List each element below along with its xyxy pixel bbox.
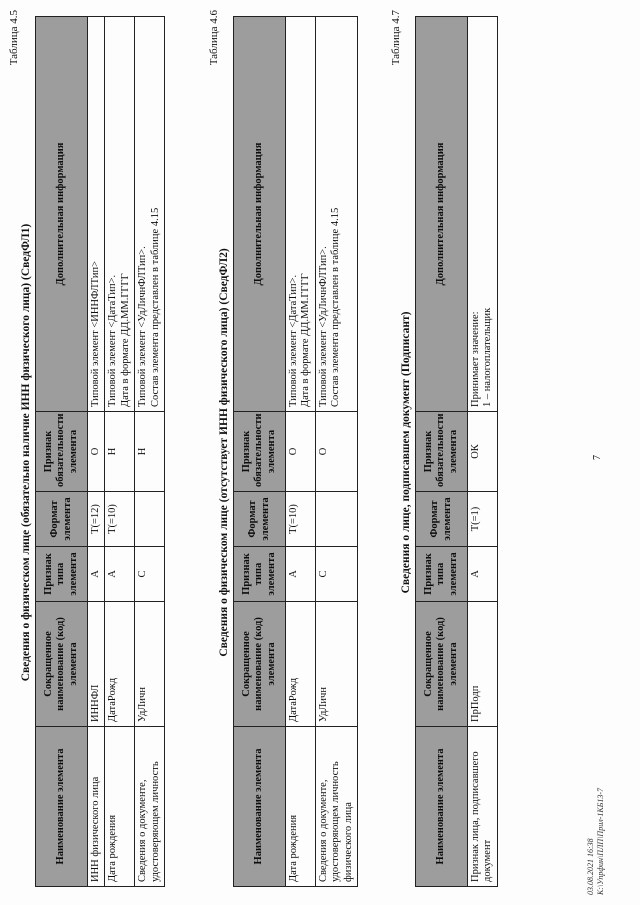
table-body bbox=[88, 17, 165, 887]
table-row bbox=[286, 17, 316, 887]
table-row bbox=[315, 17, 357, 887]
table-cell bbox=[315, 492, 357, 547]
header-format: Формат элемента bbox=[234, 492, 286, 547]
table-cell: T(=1) bbox=[468, 492, 498, 547]
header-info: Дополнительная информация bbox=[416, 17, 468, 412]
table-cell: Сведения о документе, удостоверяющем личность физического лица bbox=[315, 727, 357, 887]
table-cell: ОК bbox=[468, 412, 498, 492]
table-cell: Принимает значение: 1 – налогоплательщик bbox=[468, 17, 498, 412]
table-row bbox=[88, 17, 105, 887]
header-name: Наименование элемента bbox=[234, 727, 286, 887]
table-cell: ДатаРожд bbox=[286, 602, 316, 727]
table-title-4-7: Сведения о лице, подписавшем документ (Подписант) bbox=[400, 311, 412, 594]
header-type: Признак типа элемента bbox=[234, 547, 286, 602]
table-header bbox=[234, 17, 286, 887]
table-cell: О bbox=[315, 412, 357, 492]
table-cell: Дата рождения bbox=[105, 727, 135, 887]
table-number-4-6: Таблица 4.6 bbox=[208, 10, 220, 66]
table-cell: А bbox=[88, 547, 105, 602]
header-name: Наименование элемента bbox=[416, 727, 468, 887]
header-type: Признак типа элемента bbox=[416, 547, 468, 602]
header-code: Сокращенное наименование (код) элемента bbox=[36, 602, 88, 727]
header-format: Формат элемента bbox=[36, 492, 88, 547]
table-cell: Типовой элемент <ДатаТип>. Дата в формате ДД.ММ.ГГГГ bbox=[286, 17, 316, 412]
footer-path: К:\Упрфин\ПЛП\Прил-1КБ13-7 bbox=[595, 787, 605, 895]
table-cell: О bbox=[286, 412, 316, 492]
table-number-4-7: Таблица 4.7 bbox=[390, 10, 402, 66]
footer-timestamp: 03.08.2021 16:38 bbox=[586, 838, 595, 895]
header-required: Признак обязательности элемента bbox=[416, 412, 468, 492]
table-4-6 bbox=[233, 16, 358, 887]
table-cell: Сведения о документе, удостоверяющем личность bbox=[135, 727, 165, 887]
table-cell: ИНН физического лица bbox=[88, 727, 105, 887]
table-cell bbox=[135, 492, 165, 547]
table-4-7 bbox=[415, 16, 498, 887]
table-cell: ПрПодп bbox=[468, 602, 498, 727]
header-info: Дополнительная информация bbox=[234, 17, 286, 412]
header-required: Признак обязательности элемента bbox=[36, 412, 88, 492]
table-body bbox=[468, 17, 498, 887]
table-cell: О bbox=[88, 412, 105, 492]
table-body bbox=[286, 17, 358, 887]
table-cell: УдЛичн bbox=[315, 602, 357, 727]
table-cell: T(=10) bbox=[105, 492, 135, 547]
table-number-4-5: Таблица 4.5 bbox=[8, 10, 20, 66]
table-cell: Н bbox=[135, 412, 165, 492]
header-required: Признак обязательности элемента bbox=[234, 412, 286, 492]
header-code: Сокращенное наименование (код) элемента bbox=[234, 602, 286, 727]
table-cell: T(=10) bbox=[286, 492, 316, 547]
table-cell: Типовой элемент <УдЛичнФЛТип>. Состав элемента представлен в таблице 4.15 bbox=[135, 17, 165, 412]
table-cell: С bbox=[135, 547, 165, 602]
table-title-4-5: Сведения о физическом лице (обязательно наличие ИНН физического лица) (СведФЛ1) bbox=[20, 223, 32, 682]
table-cell: Типовой элемент <ДатаТип>. Дата в формате ДД.ММ.ГГГГ bbox=[105, 17, 135, 412]
table-cell: Типовой элемент <ИННФЛТип> bbox=[88, 17, 105, 412]
header-info: Дополнительная информация bbox=[36, 17, 88, 412]
table-cell: ДатаРожд bbox=[105, 602, 135, 727]
table-cell: T(=12) bbox=[88, 492, 105, 547]
table-cell: А bbox=[105, 547, 135, 602]
table-cell: УдЛичн bbox=[135, 602, 165, 727]
table-4-5 bbox=[35, 16, 165, 887]
header-code: Сокращенное наименование (код) элемента bbox=[416, 602, 468, 727]
header-type: Признак типа элемента bbox=[36, 547, 88, 602]
table-header bbox=[36, 17, 88, 887]
table-cell: ИННФЛ bbox=[88, 602, 105, 727]
table-title-4-6: Сведения о физическом лице (отсутствует ИНН физического лица) (СведФЛ2) bbox=[218, 248, 230, 657]
table-header bbox=[416, 17, 468, 887]
table-row bbox=[135, 17, 165, 887]
header-format: Формат элемента bbox=[416, 492, 468, 547]
footer bbox=[586, 715, 605, 895]
table-cell: А bbox=[468, 547, 498, 602]
table-row bbox=[468, 17, 498, 887]
page-number: 7 bbox=[592, 455, 603, 460]
table-cell: Дата рождения bbox=[286, 727, 316, 887]
table-cell: Признак лица, подписавшего документ bbox=[468, 727, 498, 887]
table-cell: Типовой элемент <УдЛичнФЛТип>. Состав элемента представлен в таблице 4.15 bbox=[315, 17, 357, 412]
table-cell: С bbox=[315, 547, 357, 602]
table-row bbox=[105, 17, 135, 887]
table-cell: Н bbox=[105, 412, 135, 492]
table-cell: А bbox=[286, 547, 316, 602]
header-name: Наименование элемента bbox=[36, 727, 88, 887]
